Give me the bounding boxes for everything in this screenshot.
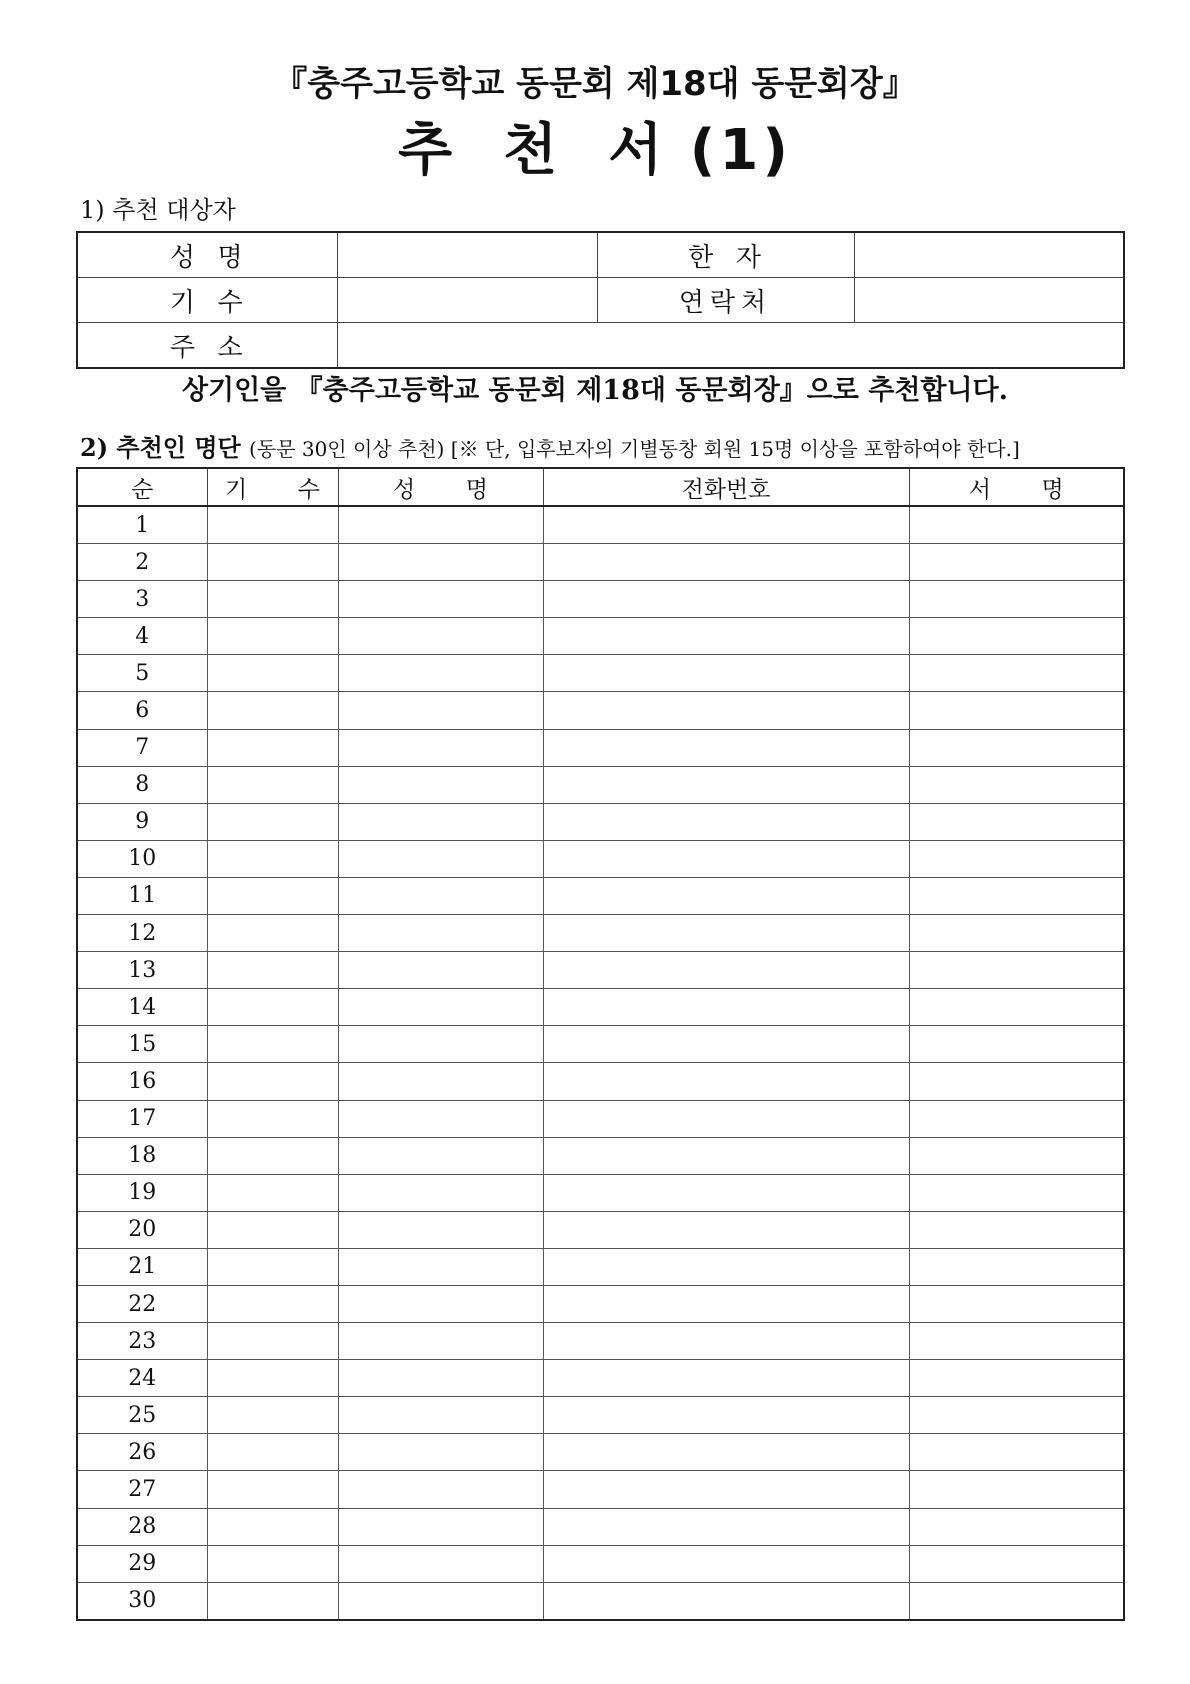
row-number: 5 (77, 655, 207, 692)
class-cell[interactable] (207, 1434, 338, 1471)
table-row (77, 1545, 1124, 1582)
name-cell[interactable] (338, 1545, 543, 1582)
class-cell[interactable] (207, 766, 338, 803)
signature-cell[interactable] (909, 1285, 1124, 1322)
row-number: 19 (77, 1174, 207, 1211)
signature-cell[interactable] (909, 989, 1124, 1026)
signature-cell[interactable] (909, 1063, 1124, 1100)
class-cell[interactable] (207, 581, 338, 618)
phone-cell[interactable] (543, 1248, 909, 1285)
signature-cell[interactable] (909, 1397, 1124, 1434)
row-number: 26 (77, 1434, 207, 1471)
row-number: 7 (77, 729, 207, 766)
table-row (77, 1434, 1124, 1471)
phone-cell[interactable] (543, 1434, 909, 1471)
name-cell[interactable] (338, 1360, 543, 1397)
class-cell[interactable] (207, 729, 338, 766)
name-field[interactable] (337, 232, 597, 278)
signature-cell[interactable] (909, 1508, 1124, 1545)
hanja-label: 한 자 (597, 232, 854, 278)
table-row (77, 506, 1124, 544)
name-cell[interactable] (338, 1582, 543, 1620)
table-row (77, 915, 1124, 952)
row-number: 23 (77, 1323, 207, 1360)
name-cell[interactable] (338, 544, 543, 581)
class-cell[interactable] (207, 1471, 338, 1508)
class-cell[interactable] (207, 506, 338, 544)
row-number: 25 (77, 1397, 207, 1434)
phone-cell[interactable] (543, 1026, 909, 1063)
phone-cell[interactable] (543, 544, 909, 581)
address-label: 주 소 (77, 323, 337, 369)
recommendation-statement: 상기인을 『충주고등학교 동문회 제18대 동문회장』으로 추천합니다. (181, 375, 1009, 406)
row-number: 27 (77, 1471, 207, 1508)
name-cell[interactable] (338, 692, 543, 729)
class-cell[interactable] (207, 1582, 338, 1620)
name-cell[interactable] (338, 581, 543, 618)
class-cell[interactable] (207, 544, 338, 581)
class-cell[interactable] (207, 1137, 338, 1174)
name-cell[interactable] (338, 1137, 543, 1174)
signature-cell[interactable] (909, 1434, 1124, 1471)
recommenders-body (77, 506, 1124, 1620)
class-cell[interactable] (207, 1063, 338, 1100)
signature-cell[interactable] (909, 1211, 1124, 1248)
name-cell[interactable] (338, 1471, 543, 1508)
phone-cell[interactable] (543, 1397, 909, 1434)
signature-cell[interactable] (909, 1545, 1124, 1582)
signature-cell[interactable] (909, 1248, 1124, 1285)
phone-cell[interactable] (543, 1174, 909, 1211)
table-row (77, 1211, 1124, 1248)
phone-cell[interactable] (543, 1285, 909, 1322)
section-candidate-title: 1) 추천 대상자 (80, 196, 236, 224)
phone-cell[interactable] (543, 1508, 909, 1545)
name-cell[interactable] (338, 1211, 543, 1248)
row-number: 29 (77, 1545, 207, 1582)
signature-cell[interactable] (909, 1026, 1124, 1063)
name-cell[interactable] (338, 1323, 543, 1360)
phone-cell[interactable] (543, 877, 909, 914)
signature-cell[interactable] (909, 692, 1124, 729)
row-number: 3 (77, 581, 207, 618)
table-row (77, 1471, 1124, 1508)
address-field[interactable] (337, 323, 1124, 369)
table-row (77, 1323, 1124, 1360)
table-row (77, 803, 1124, 840)
class-cell[interactable] (207, 1174, 338, 1211)
row-number: 14 (77, 989, 207, 1026)
name-cell[interactable] (338, 1100, 543, 1137)
name-cell[interactable] (338, 1434, 543, 1471)
row-number: 17 (77, 1100, 207, 1137)
row-number: 8 (77, 766, 207, 803)
phone-cell[interactable] (543, 1137, 909, 1174)
row-number: 18 (77, 1137, 207, 1174)
table-row (77, 692, 1124, 729)
signature-cell[interactable] (909, 803, 1124, 840)
name-cell[interactable] (338, 952, 543, 989)
recommenders-title-text: 2) 추천인 명단 (80, 433, 241, 462)
class-cell[interactable] (207, 840, 338, 877)
class-cell[interactable] (207, 692, 338, 729)
phone-cell[interactable] (543, 766, 909, 803)
signature-cell[interactable] (909, 1174, 1124, 1211)
phone-cell[interactable] (543, 952, 909, 989)
contact-label: 연락처 (597, 278, 854, 323)
class-cell[interactable] (207, 618, 338, 655)
table-row (77, 1582, 1124, 1620)
class-cell[interactable] (207, 915, 338, 952)
name-label: 성 명 (77, 232, 337, 278)
phone-cell[interactable] (543, 581, 909, 618)
signature-cell[interactable] (909, 618, 1124, 655)
signature-cell[interactable] (909, 877, 1124, 914)
class-cell[interactable] (207, 1285, 338, 1322)
name-cell[interactable] (338, 1026, 543, 1063)
class-cell[interactable] (207, 1397, 338, 1434)
signature-cell[interactable] (909, 915, 1124, 952)
table-row (77, 1174, 1124, 1211)
row-number: 12 (77, 915, 207, 952)
row-number: 13 (77, 952, 207, 989)
row-number: 16 (77, 1063, 207, 1100)
signature-cell[interactable] (909, 729, 1124, 766)
class-cell[interactable] (207, 655, 338, 692)
name-cell[interactable] (338, 1248, 543, 1285)
class-label: 기 수 (77, 278, 337, 323)
phone-cell[interactable] (543, 989, 909, 1026)
row-number: 20 (77, 1211, 207, 1248)
table-row (77, 1285, 1124, 1322)
row-number: 21 (77, 1248, 207, 1285)
row-number: 6 (77, 692, 207, 729)
table-row (77, 581, 1124, 618)
class-field[interactable] (337, 278, 597, 323)
phone-cell[interactable] (543, 915, 909, 952)
signature-cell[interactable] (909, 952, 1124, 989)
class-cell[interactable] (207, 1360, 338, 1397)
class-cell[interactable] (207, 1026, 338, 1063)
phone-cell[interactable] (543, 1360, 909, 1397)
row-number: 24 (77, 1360, 207, 1397)
row-number: 4 (77, 618, 207, 655)
col-header-no: 순 (77, 468, 207, 506)
phone-cell[interactable] (543, 1100, 909, 1137)
phone-cell[interactable] (543, 1063, 909, 1100)
row-number: 1 (77, 506, 207, 544)
class-cell[interactable] (207, 1248, 338, 1285)
signature-cell[interactable] (909, 506, 1124, 544)
table-row (77, 1063, 1124, 1100)
class-cell[interactable] (207, 803, 338, 840)
name-cell[interactable] (338, 1397, 543, 1434)
section-recommenders-title (80, 428, 1020, 463)
class-cell[interactable] (207, 1100, 338, 1137)
recommenders-table (76, 467, 1125, 1621)
phone-cell[interactable] (543, 729, 909, 766)
phone-cell[interactable] (543, 1582, 909, 1620)
class-cell[interactable] (207, 1508, 338, 1545)
table-row (77, 877, 1124, 914)
name-cell[interactable] (338, 877, 543, 914)
signature-cell[interactable] (909, 766, 1124, 803)
table-row (77, 1137, 1124, 1174)
name-cell[interactable] (338, 1508, 543, 1545)
name-cell[interactable] (338, 655, 543, 692)
col-header-signature: 서 명 (909, 468, 1124, 506)
phone-cell[interactable] (543, 1211, 909, 1248)
hanja-field[interactable] (854, 232, 1124, 278)
class-cell[interactable] (207, 952, 338, 989)
name-cell[interactable] (338, 729, 543, 766)
table-row (77, 952, 1124, 989)
name-cell[interactable] (338, 840, 543, 877)
row-number: 15 (77, 1026, 207, 1063)
signature-cell[interactable] (909, 581, 1124, 618)
class-cell[interactable] (207, 989, 338, 1026)
row-number: 22 (77, 1285, 207, 1322)
name-cell[interactable] (338, 1285, 543, 1322)
name-cell[interactable] (338, 766, 543, 803)
name-cell[interactable] (338, 618, 543, 655)
phone-cell[interactable] (543, 1471, 909, 1508)
table-row (77, 544, 1124, 581)
row-number: 28 (77, 1508, 207, 1545)
phone-cell[interactable] (543, 840, 909, 877)
table-row (77, 989, 1124, 1026)
contact-field[interactable] (854, 278, 1124, 323)
table-row (77, 655, 1124, 692)
signature-cell[interactable] (909, 840, 1124, 877)
row-number: 10 (77, 840, 207, 877)
name-cell[interactable] (338, 803, 543, 840)
signature-cell[interactable] (909, 655, 1124, 692)
table-row (77, 618, 1124, 655)
candidate-info-table (76, 231, 1125, 369)
table-row (77, 766, 1124, 803)
name-cell[interactable] (338, 915, 543, 952)
signature-cell[interactable] (909, 1360, 1124, 1397)
class-cell[interactable] (207, 877, 338, 914)
name-cell[interactable] (338, 989, 543, 1026)
phone-cell[interactable] (543, 692, 909, 729)
signature-cell[interactable] (909, 1137, 1124, 1174)
recommenders-note: (동문 30인 이상 추천) [※ 단, 입후보자의 기별동창 회원 15명 이상을 포함하여야 한다.] (249, 437, 1020, 461)
table-row (77, 1248, 1124, 1285)
phone-cell[interactable] (543, 1545, 909, 1582)
signature-cell[interactable] (909, 1471, 1124, 1508)
name-cell[interactable] (338, 1174, 543, 1211)
signature-cell[interactable] (909, 1323, 1124, 1360)
form-title: 추 천 서 (1) (398, 118, 792, 183)
table-row (77, 1100, 1124, 1137)
table-row (77, 840, 1124, 877)
class-cell[interactable] (207, 1323, 338, 1360)
phone-cell[interactable] (543, 1323, 909, 1360)
table-row (77, 1360, 1124, 1397)
table-row (77, 1397, 1124, 1434)
name-cell[interactable] (338, 506, 543, 544)
signature-cell[interactable] (909, 544, 1124, 581)
signature-cell[interactable] (909, 1100, 1124, 1137)
class-cell[interactable] (207, 1211, 338, 1248)
row-number: 2 (77, 544, 207, 581)
signature-cell[interactable] (909, 1582, 1124, 1620)
table-row (77, 1026, 1124, 1063)
col-header-name: 성 명 (338, 468, 543, 506)
phone-cell[interactable] (543, 803, 909, 840)
form-subtitle: 『충주고등학교 동문회 제18대 동문회장』 (273, 64, 917, 104)
phone-cell[interactable] (543, 506, 909, 544)
phone-cell[interactable] (543, 655, 909, 692)
table-row (77, 1508, 1124, 1545)
phone-cell[interactable] (543, 618, 909, 655)
col-header-phone: 전화번호 (543, 468, 909, 506)
row-number: 9 (77, 803, 207, 840)
col-header-class: 기 수 (207, 468, 338, 506)
row-number: 11 (77, 877, 207, 914)
class-cell[interactable] (207, 1545, 338, 1582)
row-number: 30 (77, 1582, 207, 1620)
name-cell[interactable] (338, 1063, 543, 1100)
table-row (77, 729, 1124, 766)
